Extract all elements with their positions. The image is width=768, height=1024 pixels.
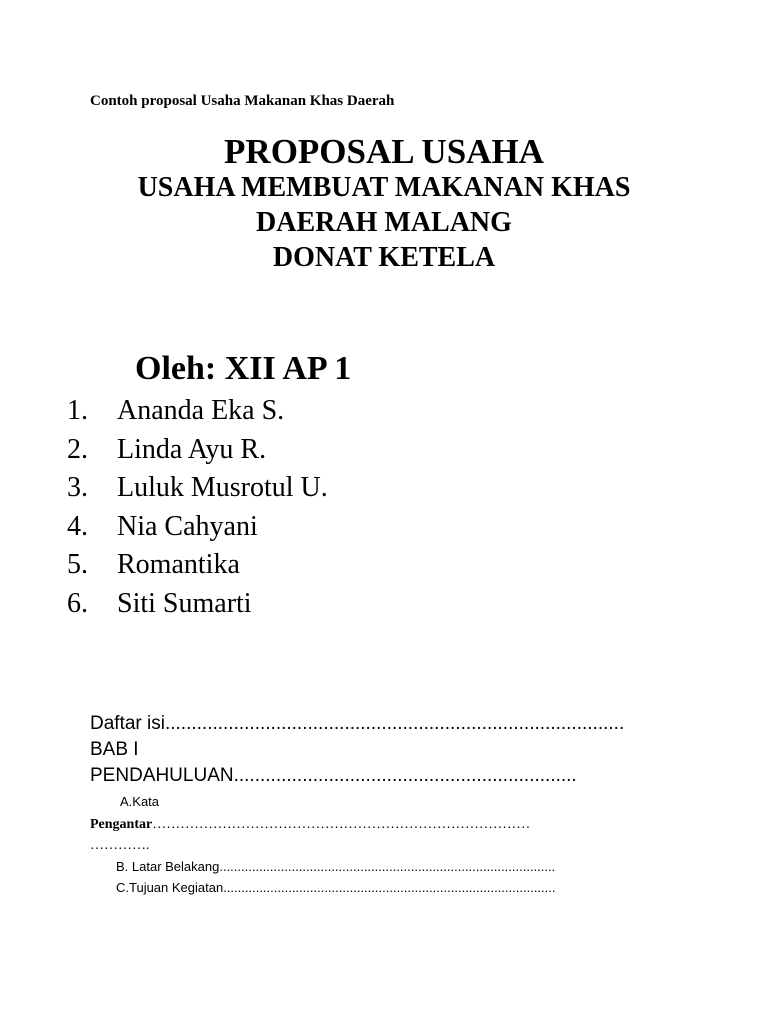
document-caption: Contoh proposal Usaha Makanan Khas Daerah <box>90 93 395 109</box>
toc-entry-daftar-isi: Daftar isi....................................................................................... <box>90 713 625 734</box>
list-number: 6. <box>67 587 88 619</box>
list-number: 1. <box>67 395 88 426</box>
member-name: Luluk Musrotul U. <box>117 472 328 504</box>
proposal-subtitle-line-1: USAHA MEMBUAT MAKANAN KHAS <box>137 172 631 203</box>
list-item <box>67 392 328 431</box>
member-name: Linda Ayu R. <box>117 433 267 465</box>
toc-entry-pendahuluan: PENDAHULUAN................................................................. <box>90 765 577 786</box>
member-name: Ananda Eka S. <box>117 395 285 426</box>
list-item <box>67 508 328 547</box>
list-number: 3. <box>67 472 88 504</box>
toc-entry-tujuan-kegiatan: C.Tujuan Kegiatan............................................................................................ <box>116 880 556 895</box>
list-item <box>67 585 328 624</box>
toc-pengantar-word: Pengantar <box>90 817 153 832</box>
proposal-title: PROPOSAL USAHA <box>224 132 544 171</box>
toc-entry-pengantar <box>90 817 530 833</box>
proposal-subtitle-line-2: DAERAH MALANG <box>256 207 512 238</box>
member-name: Siti Sumarti <box>117 587 252 619</box>
authors-heading: Oleh: XII AP 1 <box>135 350 352 387</box>
list-item <box>67 469 328 508</box>
list-number: 4. <box>67 510 88 542</box>
member-name: Nia Cahyani <box>117 510 258 542</box>
list-item <box>67 546 328 585</box>
member-name: Romantika <box>117 549 240 581</box>
toc-entry-bab-i: BAB I <box>90 739 139 760</box>
toc-entry-kata: A.Kata <box>120 794 160 809</box>
proposal-subtitle-line-3: DONAT KETELA <box>272 242 496 273</box>
list-item <box>67 431 328 470</box>
list-number: 5. <box>67 549 88 581</box>
member-list <box>67 392 328 624</box>
toc-pengantar-continuation: …………. <box>90 838 150 853</box>
toc-pengantar-leader: ……………………………………………………………………… <box>152 817 531 832</box>
toc-entry-latar-belakang: B. Latar Belakang............................................................................................. <box>116 859 556 874</box>
list-number: 2. <box>67 433 88 465</box>
